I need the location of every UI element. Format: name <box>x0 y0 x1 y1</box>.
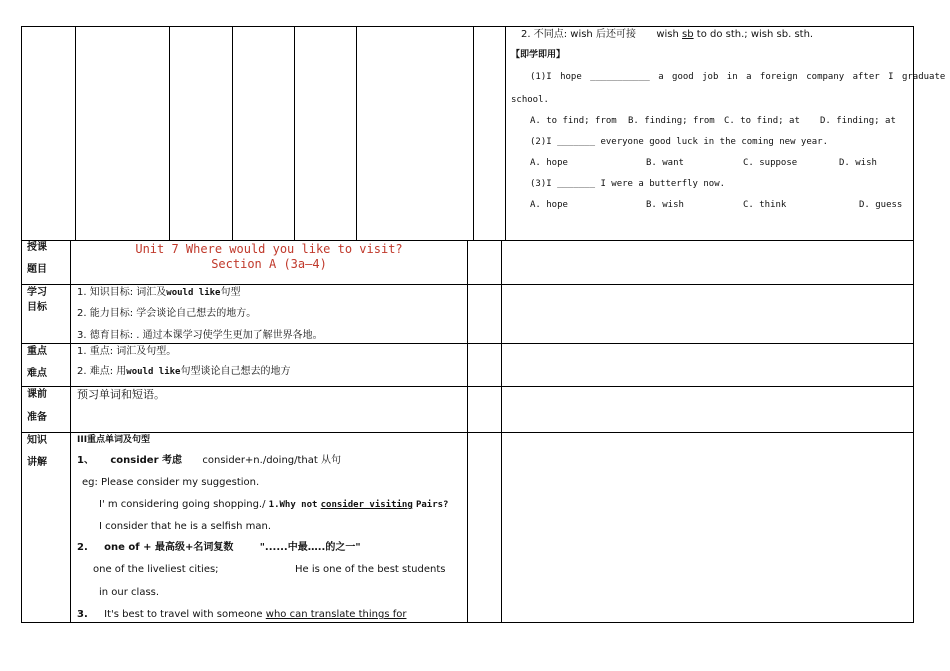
goals-label-2: 目标 <box>27 302 47 313</box>
prep-label-2: 准备 <box>27 412 47 423</box>
goal-2: 2. 能力目标: 学会谈论自己想去的地方。 <box>77 308 257 319</box>
goal-1 <box>77 288 240 298</box>
k1-ex2-a: I' m considering going shopping./ <box>99 499 266 510</box>
key-2-prefix: 2. 难点: 用 <box>77 366 127 377</box>
q1-option-b: B. finding; from <box>628 116 715 126</box>
k1-word: consider 考虑 <box>110 455 182 466</box>
goal-1-prefix: 1. 知识目标: 词汇及 <box>77 287 167 298</box>
q3-option-c: C. think <box>743 200 787 210</box>
question-1: (1)I hope ___________ a good job in a foreign company after I graduate <box>530 72 946 82</box>
point-2-text <box>521 30 813 40</box>
k3-num: 3. <box>77 609 88 620</box>
k3-a: It's best to travel with someone <box>104 609 263 620</box>
lesson-col-line <box>70 240 71 623</box>
key-2-bold: would like <box>126 367 181 377</box>
q2-option-c: C. suppose <box>743 158 798 168</box>
k1-num: 1、 <box>77 455 94 466</box>
q3-option-d: D. guess <box>859 200 903 210</box>
q2-option-d: D. wish <box>839 158 877 168</box>
practice-title: 【即学即用】 <box>511 50 566 60</box>
goal-3: 3. 德育目标: . 通过本课学习使学生更加了解世界各地。 <box>77 330 323 341</box>
lesson-right-border <box>913 240 914 623</box>
k2-text: one of + 最高级+名词复数 <box>104 542 234 553</box>
top-col-line <box>169 26 170 240</box>
k3-b: who can translate things for <box>265 609 407 620</box>
question-2: (2)I _______ everyone good luck in the coming new year. <box>530 137 829 147</box>
point-2-label: 2. 不同点: wish 后还可接 <box>521 29 636 40</box>
q3-option-b: B. wish <box>646 200 684 210</box>
top-col-line <box>356 26 357 240</box>
k3-line <box>77 610 406 620</box>
k1-line <box>77 456 341 466</box>
lesson-col-line <box>467 240 468 623</box>
top-table-left-border <box>21 26 22 240</box>
keys-label-2: 难点 <box>27 368 47 379</box>
lesson-left-border <box>21 240 22 623</box>
key-2-suffix: 句型谈论自己想去的地方 <box>180 366 291 377</box>
top-col-line <box>75 26 76 240</box>
lesson-title-line-1: Unit 7 Where would you like to visit? <box>135 242 403 256</box>
top-col-line <box>232 26 233 240</box>
q3-option-a: A. hope <box>530 200 568 210</box>
knowledge-label-2: 讲解 <box>27 457 47 468</box>
point-2-wish: wish <box>656 29 679 40</box>
key-2 <box>77 367 290 377</box>
top-table-right-border <box>913 26 914 240</box>
knowledge-heading: III重点单词及句型 <box>77 435 151 445</box>
k1-example-2 <box>99 500 448 510</box>
k1-ex2-d: Pairs? <box>415 500 449 510</box>
q1-option-a: A. to find; from <box>530 116 617 126</box>
top-col-line <box>473 26 474 240</box>
q2-option-b: B. want <box>646 158 684 168</box>
goal-1-suffix: 句型 <box>220 287 241 298</box>
question-1-cont: school. <box>511 95 549 105</box>
goals-label-1: 学习 <box>27 287 47 298</box>
top-col-line <box>505 26 506 240</box>
title-label-2: 题目 <box>27 264 47 275</box>
k1-ex2-c: consider visiting <box>320 500 413 510</box>
top-col-line <box>294 26 295 240</box>
keys-label-1: 重点 <box>27 346 47 357</box>
prep-text: 预习单词和短语。 <box>77 388 165 401</box>
k2-quote: "......中最…..的之一" <box>259 542 361 553</box>
lesson-col-line <box>501 240 502 623</box>
top-table-top-border <box>21 26 914 27</box>
q1-option-c: C. to find; at <box>724 116 800 126</box>
q1-option-d: D. finding; at <box>820 116 896 126</box>
key-1: 1. 重点: 词汇及句型。 <box>77 346 177 357</box>
k2-example-c: in our class. <box>99 587 160 598</box>
k1-example-3: I consider that he is a selfish man. <box>99 521 272 532</box>
k1-pattern: consider+n./doing/that 从句 <box>202 455 341 466</box>
k2-example-b: He is one of the best students <box>295 564 446 575</box>
point-2-sb: sb <box>682 29 694 40</box>
lesson-title-line-2: Section A (3a—4) <box>211 257 327 271</box>
point-2-rest: to do sth.; wish sb. sth. <box>696 29 814 40</box>
k1-example-1: eg: Please consider my suggestion. <box>82 477 260 488</box>
k1-ex2-b: 1.Why not <box>268 500 318 510</box>
question-3: (3)I _______ I were a butterfly now. <box>530 179 726 189</box>
title-label-1: 授课 <box>27 242 47 253</box>
prep-label-1: 课前 <box>27 389 47 400</box>
k2-line <box>77 543 361 553</box>
k2-num: 2. <box>77 542 88 553</box>
goal-1-bold: would like <box>166 288 221 298</box>
k2-example-a: one of the liveliest cities; <box>93 564 219 575</box>
q2-option-a: A. hope <box>530 158 568 168</box>
knowledge-label-1: 知识 <box>27 435 47 446</box>
